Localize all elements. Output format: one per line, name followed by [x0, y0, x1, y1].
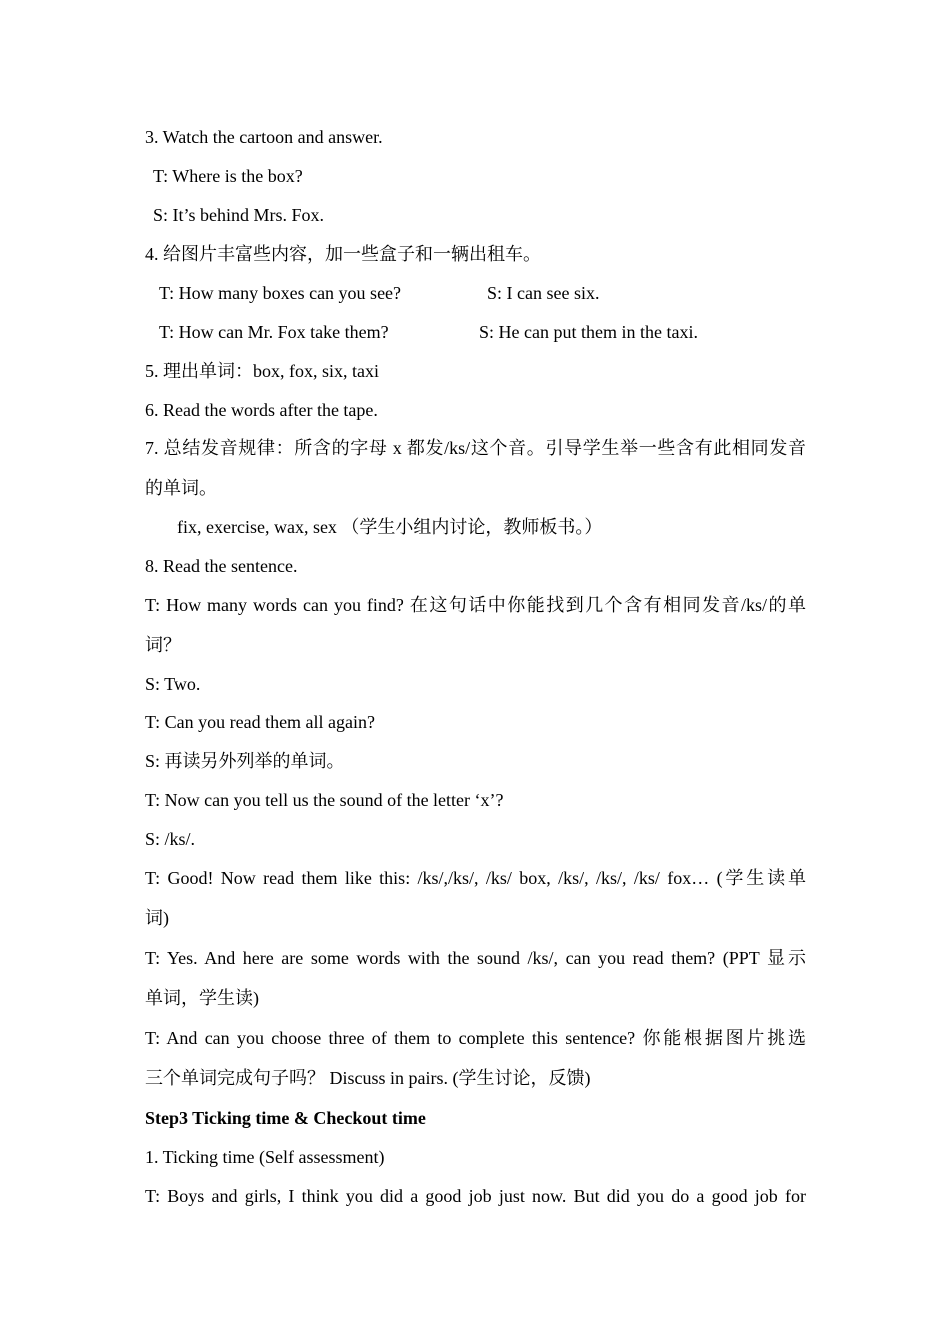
dialogue-line: T: Boys and girls, I think you did a good job just now. But did you do a good job for: [145, 1186, 806, 1206]
dialogue-line: S: /ks/.: [145, 829, 196, 849]
dialogue-line: T: And can you choose three of them to complete this sentence? 你能根据图片挑选: [145, 1028, 806, 1048]
item-5-heading: 5. 理出单词：box, fox, six, taxi: [145, 361, 379, 381]
paragraph-line: 词？: [145, 635, 181, 655]
item-4-heading: 4. 给图片丰富些内容，加一些盒子和一辆出租车。: [145, 244, 541, 264]
dialogue-line: T: Where is the box?: [153, 166, 303, 186]
dialogue-line: T: How many words can you find? 在这句话中你能找到几个含有相同发音/ks/的单: [145, 595, 806, 615]
item-6-heading: 6. Read the words after the tape.: [145, 400, 378, 420]
dialogue-response: S: He can put them in the taxi.: [479, 322, 698, 342]
example-words: fix, exercise, wax, sex （学生小组内讨论，教师板书。）: [177, 517, 603, 537]
sub-heading: 1. Ticking time (Self assessment): [145, 1147, 385, 1167]
dialogue-line: S: 再读另外列举的单词。: [145, 751, 345, 771]
dialogue-response: S: I can see six.: [487, 283, 600, 303]
dialogue-line: T: Yes. And here are some words with the sound /ks/, can you read them? (PPT 显示: [145, 948, 806, 968]
dialogue-line: S: Two.: [145, 674, 201, 694]
dialogue-line: S: It’s behind Mrs. Fox.: [153, 205, 325, 225]
dialogue-line: T: How can Mr. Fox take them?: [159, 322, 389, 342]
paragraph-line: 单词，学生读): [145, 988, 259, 1008]
dialogue-line: T: Now can you tell us the sound of the letter ‘x’?: [145, 790, 504, 810]
paragraph-line: 词): [145, 908, 169, 928]
dialogue-line: T: Can you read them all again?: [145, 712, 376, 732]
paragraph-line: 三个单词完成句子吗？ Discuss in pairs. (学生讨论，反馈): [145, 1068, 591, 1088]
item-7-heading: 7. 总结发音规律：所含的字母 x 都发/ks/这个音。引导学生举一些含有此相同发音: [145, 438, 806, 458]
item-8-heading: 8. Read the sentence.: [145, 556, 298, 576]
section-heading: Step3 Ticking time & Checkout time: [145, 1108, 426, 1128]
dialogue-line: T: Good! Now read them like this: /ks/,/ks/, /ks/ box, /ks/, /ks/, /ks/ fox… (学生读单: [145, 868, 806, 888]
paragraph-line: 的单词。: [145, 478, 217, 498]
dialogue-line: T: How many boxes can you see?: [159, 283, 402, 303]
item-3-heading: 3. Watch the cartoon and answer.: [145, 127, 383, 147]
